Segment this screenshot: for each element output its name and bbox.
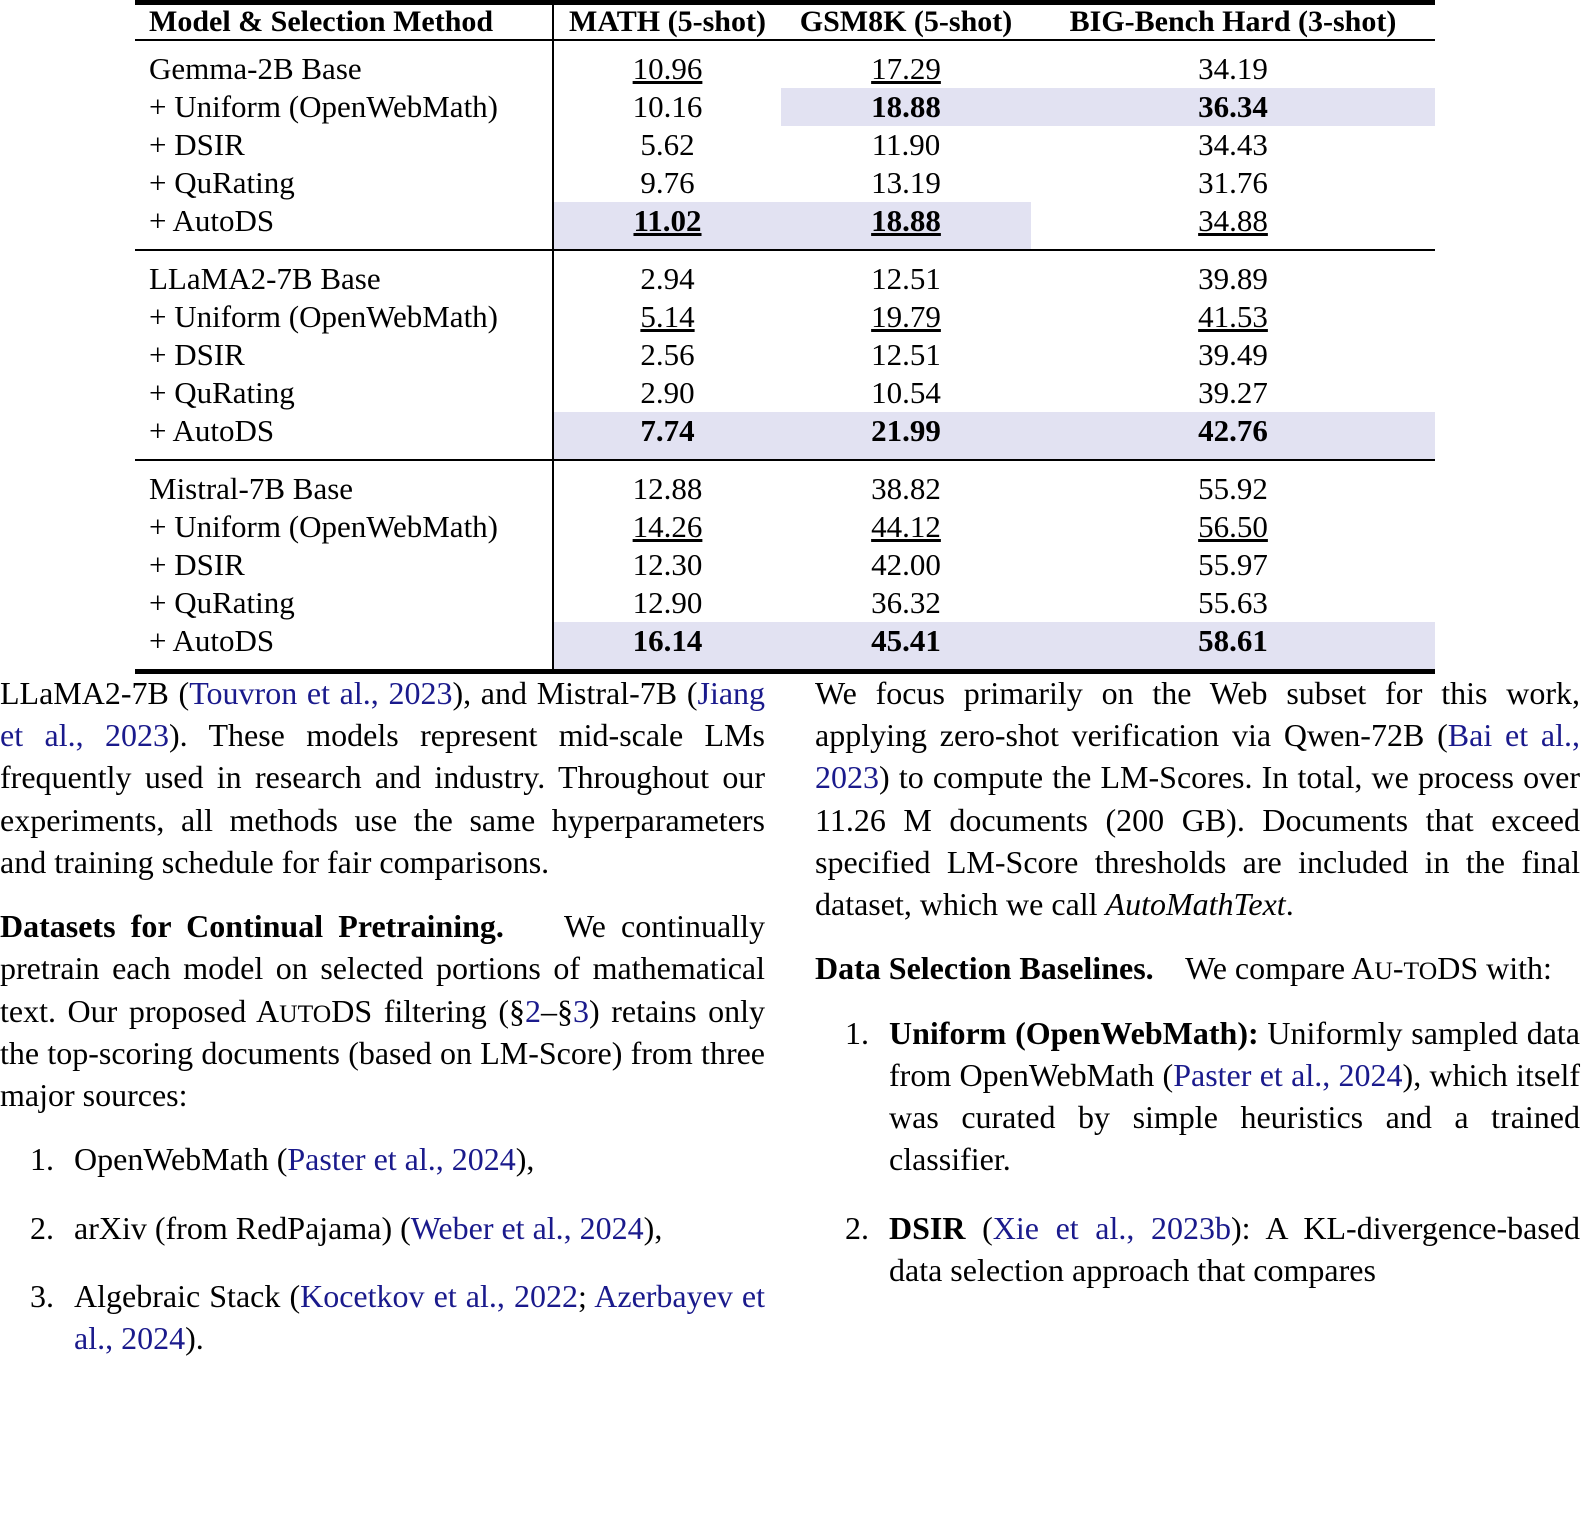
cell-bbh: 39.27 (1198, 374, 1268, 410)
paragraph-models (0, 672, 765, 883)
cell-gsm8k: 44.12 (871, 508, 941, 544)
cell-bbh: 34.88 (1198, 202, 1268, 238)
cell-gsm8k: 18.88 (781, 88, 1031, 126)
citation-link-kocetkov[interactable]: Kocetkov et al., 2022 (300, 1277, 579, 1314)
cell-math: 2.56 (553, 336, 781, 374)
table-header-row (135, 5, 1435, 40)
text-fragment: UTO (279, 998, 332, 1028)
cell-math: 12.30 (553, 546, 781, 584)
paragraph-heading-baselines: Data Selection Baselines. (815, 950, 1154, 987)
text-fragment: –§ (541, 992, 574, 1029)
row-label: + AutoDS (149, 622, 275, 658)
table-row (135, 584, 1435, 622)
text-fragment: ). These models represent mid-scale LMs frequently used in research and industry. Throughout our experiments, all methods use the same hyperparameters and training schedule for fair comparisons. (0, 717, 766, 880)
cell-gsm8k: 13.19 (871, 164, 941, 200)
section-link-3[interactable]: 3 (573, 992, 590, 1029)
results-table-container (135, 0, 1435, 674)
text-fragment: Algebraic Stack ( (74, 1277, 301, 1314)
text-fragment: ), (643, 1209, 663, 1246)
cell-gsm8k: 10.54 (871, 374, 941, 410)
row-label: Gemma-2B Base (149, 50, 362, 86)
section-link-2[interactable]: 2 (525, 992, 542, 1029)
text-fragment: We compare (1185, 950, 1352, 987)
cell-gsm8k: 11.90 (871, 126, 941, 162)
baseline-name: DSIR (889, 1209, 966, 1246)
cell-gsm8k: 45.41 (781, 622, 1031, 672)
cell-bbh: 55.97 (1198, 546, 1268, 582)
text-fragment: ): A KL-divergence-based data selection approach that compares (889, 1209, 1580, 1288)
header-gsm8k: GSM8K (5-shot) (799, 5, 1013, 38)
text-fragment: DS (1437, 950, 1479, 987)
citation-link-touvron[interactable]: Touvron et al., 2023 (189, 675, 453, 711)
table-row (135, 374, 1435, 412)
text-fragment: ). (185, 1320, 204, 1357)
results-table (135, 0, 1435, 674)
text-fragment: U (1374, 956, 1393, 986)
row-label: Mistral-7B Base (149, 470, 354, 506)
cell-math: 2.94 (553, 251, 781, 298)
row-label: + AutoDS (149, 202, 275, 238)
cell-bbh: 34.19 (1198, 50, 1268, 86)
list-item-number: 1. (845, 1014, 869, 1051)
list-item-number: 2. (845, 1209, 869, 1246)
cell-math: 9.76 (553, 164, 781, 202)
right-text-column (815, 672, 1580, 1311)
cell-gsm8k: 21.99 (781, 412, 1031, 460)
text-fragment: LLaMA2-7B ( (0, 675, 190, 711)
cell-bbh: 36.34 (1031, 88, 1435, 126)
cell-bbh: 55.63 (1198, 584, 1268, 620)
table-row (135, 298, 1435, 336)
paragraph-datasets (0, 905, 765, 1116)
citation-link-weber[interactable]: Weber et al., 2024 (410, 1209, 644, 1246)
table-row (135, 126, 1435, 164)
cell-math: 16.14 (553, 622, 781, 672)
list-item-number: 2. (30, 1209, 54, 1246)
table-row (135, 88, 1435, 126)
baselines-list (815, 1012, 1580, 1291)
text-fragment: OpenWebMath ( (74, 1141, 288, 1178)
cell-bbh: 42.76 (1031, 412, 1435, 460)
cell-gsm8k: 36.32 (871, 584, 941, 620)
baseline-name: Uniform (OpenWebMath): (889, 1014, 1259, 1051)
citation-link-paster-2[interactable]: Paster et al., 2024 (1173, 1056, 1403, 1093)
cell-bbh: 34.43 (1198, 126, 1268, 162)
dataset-name: AutoMathText (1105, 886, 1286, 923)
row-label: + DSIR (149, 546, 245, 582)
list-item-number: 1. (30, 1141, 54, 1178)
cell-math: 10.96 (553, 41, 781, 88)
text-fragment: TO (1403, 956, 1438, 986)
list-item-number: 3. (30, 1277, 54, 1314)
text-fragment: ( (965, 1209, 993, 1246)
table-row (135, 251, 1435, 298)
cell-math: 12.88 (553, 461, 781, 508)
text-fragment: A (256, 992, 280, 1029)
header-model-method: Model & Selection Method (149, 5, 494, 38)
cell-math: 5.14 (553, 298, 781, 336)
row-label: + QuRating (149, 164, 295, 200)
text-fragment: with: (1478, 950, 1552, 987)
citation-link-xie[interactable]: Xie et al., 2023b (992, 1209, 1232, 1246)
row-label: + DSIR (149, 336, 245, 372)
table-row (135, 412, 1435, 460)
cell-bbh: 58.61 (1031, 622, 1435, 672)
cell-gsm8k: 17.29 (871, 50, 941, 86)
row-label: LLaMA2-7B Base (149, 260, 381, 296)
cell-gsm8k: 19.79 (871, 298, 941, 334)
body-text-area (0, 672, 1585, 1520)
row-label: + QuRating (149, 374, 295, 410)
citation-link-azerbayev[interactable]: Azerbayev et al., 2024 (74, 1277, 766, 1357)
table-row (135, 546, 1435, 584)
cell-math: 10.16 (553, 88, 781, 126)
table-row (135, 336, 1435, 374)
row-label: + DSIR (149, 126, 245, 162)
cell-math: 11.02 (553, 202, 781, 250)
cell-bbh: 55.92 (1198, 470, 1268, 506)
left-text-column (0, 672, 765, 1379)
text-fragment: . (1285, 886, 1294, 923)
citation-link-jiang[interactable]: Jiang et al., 2023 (0, 675, 766, 754)
cell-math: 14.26 (553, 508, 781, 546)
text-fragment: ), and Mistral-7B ( (452, 675, 698, 711)
cell-gsm8k: 12.51 (871, 260, 941, 296)
paragraph-web-subset (815, 672, 1580, 925)
cell-bbh: 39.89 (1198, 260, 1268, 296)
table-row (135, 41, 1435, 88)
paragraph-baselines (815, 947, 1580, 989)
text-fragment: We focus primarily on the Web subset for this work, applying zero-shot verification via Qwen-72B ( (815, 675, 1580, 754)
autods-label (256, 993, 372, 1029)
paragraph-heading-datasets: Datasets for Continual Pretraining. (0, 908, 504, 945)
text-fragment: ; (578, 1277, 595, 1314)
text-fragment: Uniformly sampled data from OpenWebMath ( (889, 1014, 1581, 1093)
row-label: + Uniform (OpenWebMath) (149, 508, 499, 544)
table-row (135, 164, 1435, 202)
text-fragment: We continually pretrain each model on selected portions of mathematical text. Our proposed (0, 908, 766, 1029)
row-label: + AutoDS (149, 412, 275, 448)
row-label: + Uniform (OpenWebMath) (149, 298, 499, 334)
table-row (135, 461, 1435, 508)
list-item (815, 1012, 1580, 1181)
list-item (815, 1207, 1580, 1291)
row-label: + QuRating (149, 584, 295, 620)
cell-math: 12.90 (553, 584, 781, 622)
list-item (0, 1138, 765, 1180)
text-fragment: arXiv (from RedPajama) ( (74, 1209, 411, 1246)
text-fragment: ), (515, 1141, 535, 1178)
header-math: MATH (5-shot) (553, 5, 781, 40)
table-row (135, 508, 1435, 546)
text-fragment: ) retains only the top-scoring documents (based on LM-Score) from three major sources: (0, 992, 766, 1114)
cell-gsm8k: 18.88 (781, 202, 1031, 250)
cell-bbh: 41.53 (1198, 298, 1268, 334)
table-row (135, 202, 1435, 250)
autods-label: AU-TODS (1351, 950, 1479, 987)
table-row (135, 622, 1435, 672)
row-label: + Uniform (OpenWebMath) (149, 88, 499, 124)
sources-list (0, 1138, 765, 1359)
text-fragment: ) to compute the LM-Scores. In total, we process over 11.26 M documents (200 GB). Documents that exceed specified LM-Score thresholds are included in the final dataset, which we call (815, 759, 1580, 923)
cell-math: 5.62 (553, 126, 781, 164)
cell-gsm8k: 12.51 (871, 336, 941, 372)
list-item (0, 1275, 765, 1359)
cell-gsm8k: 42.00 (871, 546, 941, 582)
cell-gsm8k: 38.82 (871, 470, 941, 506)
citation-link-paster[interactable]: Paster et al., 2024 (287, 1141, 516, 1178)
cell-math: 7.74 (553, 412, 781, 460)
list-item (0, 1207, 765, 1249)
cell-bbh: 56.50 (1198, 508, 1268, 544)
cell-bbh: 39.49 (1198, 336, 1268, 372)
cell-math: 2.90 (553, 374, 781, 412)
text-fragment: filtering (§ (372, 992, 526, 1029)
text-fragment: DS (331, 992, 373, 1029)
text-fragment: A (1351, 950, 1375, 987)
citation-link-bai[interactable]: Bai et al., 2023 (815, 717, 1581, 796)
cell-bbh: 31.76 (1198, 164, 1268, 200)
header-bbh: BIG-Bench Hard (3-shot) (1069, 5, 1397, 38)
text-fragment: ), which itself was curated by simple heuristics and a trained classifier. (889, 1056, 1581, 1178)
